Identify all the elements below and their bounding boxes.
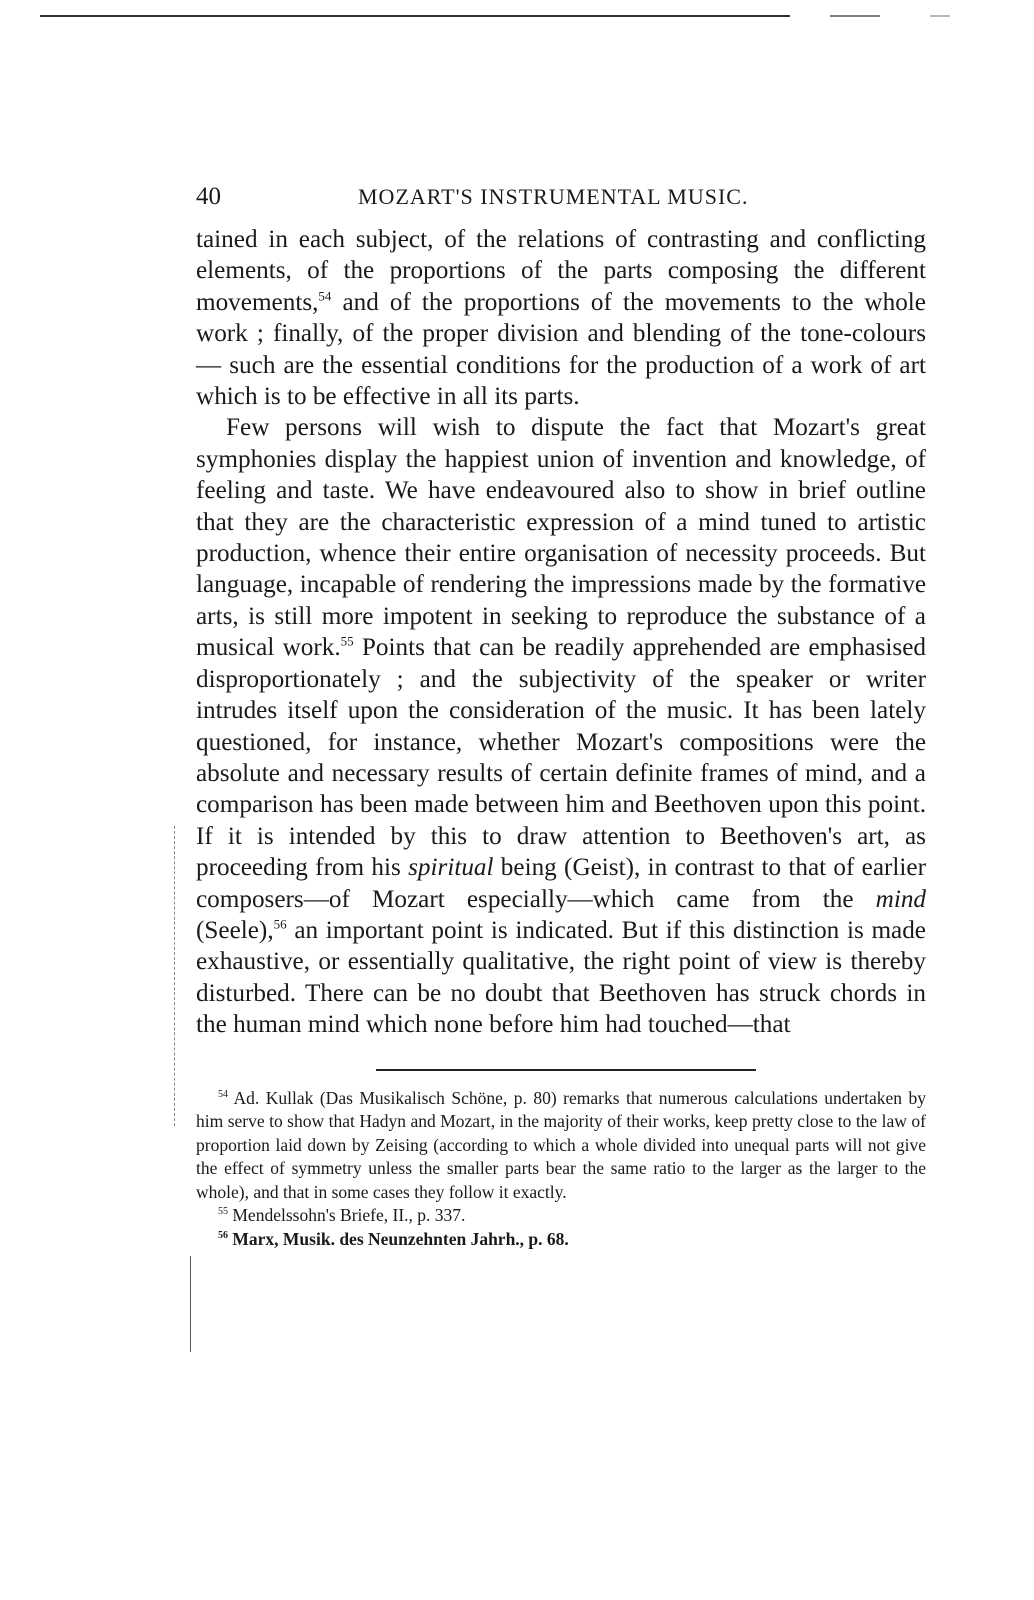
paragraph-1: [196, 224, 926, 412]
footnote-number: 54: [218, 1088, 228, 1100]
text-run: being (Geist), in contrast to that of earlier composers—of Mozart especially—which came from the: [196, 854, 926, 913]
footnote-number: 56: [218, 1229, 228, 1241]
italic-mind: mind: [875, 885, 926, 913]
italic-spiritual: spiritual: [408, 854, 494, 882]
footnote-54: [196, 1087, 926, 1205]
footnote-55: [196, 1204, 926, 1228]
page-number: 40: [196, 183, 221, 210]
text-run: Few persons will wish to dispute the fact that Mozart's great symphonies display the happiest union of invention and knowledge, of feeling and taste. We have endeavoured also to show in brief outline that they are the characteristic expression of a mind tuned to artistic production, whence their entire organisation of necessity proceeds. But language, incapable of rendering the impressions made by the formative arts, is still more impotent in seeking to reproduce the substance of a musical work.: [196, 414, 926, 662]
footnote-text: Mendelssohn's Briefe, II., p. 337.: [228, 1205, 466, 1226]
footnote-number: 55: [218, 1206, 228, 1218]
margin-pencil-mark: [174, 826, 175, 1126]
book-page: [196, 180, 926, 1251]
footnote-ref-54: 54: [318, 288, 332, 304]
running-title: MOZART'S INSTRUMENTAL MUSIC.: [358, 184, 749, 209]
text-run: Points that can be readily apprehended are emphasised disproportionately ; and the subjectivity of the speaker or writer intrudes itself upon the consideration of the music. It has been lately questioned, for instance, whether Mozart's compositions were the absolute and necessary results of certain definite frames of mind, and a comparison has been made between him and Beethoven upon this point. If it is intended by this to draw attention to Beethoven's art, as proceeding from his: [196, 634, 926, 882]
body-text: [196, 224, 926, 1041]
text-run: an important point is indicated. But if this distinction is made exhaustive, or essentially qualitative, the right point of view is thereby disturbed. There can be no doubt that Beethoven has struck chords in the human mind which none before him had touched—that: [196, 916, 926, 1039]
footnote-separator: [376, 1069, 756, 1071]
text-run: and of the proportions of the movements to the whole work ; finally, of the proper division and blending of the tone-colours — such are the essential conditions for the production of a work of art which is to be effective in all its parts.: [196, 288, 926, 411]
footnote-ref-55: 55: [340, 633, 354, 649]
running-header: [196, 180, 926, 214]
footnotes: [196, 1087, 926, 1252]
footnote-56: [196, 1228, 926, 1252]
paragraph-2: [196, 412, 926, 1040]
footnote-text: Marx, Musik. des Neunzehnten Jahrh., p. 68.: [228, 1228, 569, 1249]
footnote-margin-bracket: [190, 1256, 191, 1352]
footnote-text: Ad. Kullak (Das Musikalisch Schöne, p. 80) remarks that numerous calculations undertaken by him serve to show that Hadyn and Mozart, in the majority of their works, keep pretty close to the law of proportion laid down by Zeising (according to which a whole divided into unequal parts will not give the effect of symmetry unless the smaller parts bear the same ratio to the larger as the larger to the whole), and that in some cases they follow it exactly.: [196, 1087, 926, 1202]
top-edge-rule: [0, 14, 1034, 18]
text-run: tained in each subject, of the relations of contrasting and conflicting elements, of the proportions of the parts composing the different movements,: [196, 226, 926, 316]
footnote-ref-56: 56: [273, 916, 287, 932]
text-run: (Seele),: [196, 916, 274, 944]
